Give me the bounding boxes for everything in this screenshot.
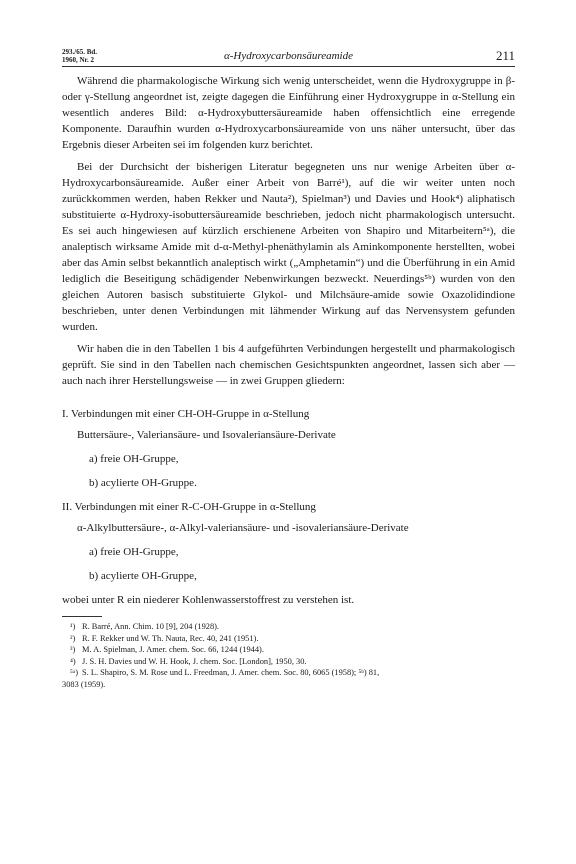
footnote-5: ⁵ᵃ) S. L. Shapiro, S. M. Rose und L. Freedman, J. Amer. chem. Soc. 80, 6065 (1958); ⁵ᵇ) 81, <box>70 668 380 677</box>
footnote-text: S. L. Shapiro, S. M. Rose und L. Freedman, J. Amer. chem. Soc. 80, 6065 (1958); ⁵ᵇ) 81, <box>82 668 380 677</box>
journal-volume-line: 293./65. Bd. <box>62 48 98 56</box>
footnote-rule <box>62 616 102 617</box>
footnote-2: ²) R. F. Rekker und W. Th. Nauta, Rec. 40, 241 (1951). <box>70 633 259 643</box>
closing-line: wobei unter R ein niederer Kohlenwasserstoffrest zu verstehen ist. <box>62 594 355 606</box>
footnote-5-continued <box>62 679 515 691</box>
footnote-1: ¹) R. Barré, Ann. Chim. 10 [9], 204 (1928). <box>70 622 220 631</box>
running-title: α-Hydroxycarbonsäureamide <box>224 50 353 62</box>
footnote-text: M. A. Spielman, J. Amer. chem. Soc. 66, 1244 (1944). <box>82 645 264 654</box>
journal-page <box>62 48 515 690</box>
group-2-heading: II. Verbindungen mit einer R-C-OH-Gruppe in α-Stellung <box>62 501 316 513</box>
footnote-4: ⁴) J. S. H. Davies und W. H. Hook, J. chem. Soc. [London], 1950, 30. <box>70 656 307 666</box>
group-2-item-a: a) freie OH-Gruppe, <box>89 546 179 558</box>
group-1-item-b: b) acylierte OH-Gruppe. <box>89 477 197 489</box>
page-number: 211 <box>495 48 515 63</box>
paragraph-2: Bei der Durchsicht der bisherigen Literatur begegneten uns nur wenige Arbeiten über α-Hydroxycarbonsäureamide. Außer einer Arbeit von Barré¹), auf die wir weiter unten noch zurückkommen werden, haben Rekker und Nauta²), Spielman³) und Davies und Hook⁴) aliphatisch substituierte α-Hydroxy-isobuttersäureamide beschrieben, jedoch nicht pharmakologisch untersucht. Es sei auch hingewiesen auf kürzlich erschienene Arbeiten von Shapiro und Mitarbeitern⁵ᵃ), die analeptisch wirksame Amide mit d-α-Methyl-phenäthylamin als Aminkomponente herstellten, wobei aber das Amin selbst bekanntlich analeptisch wirkt („Amphetamin“) und die Überführung in ein Amid lediglich die Beseitigung schädigender Nebenwirkungen bezweckt. Neuerdings⁵ᵇ) wurden von den gleichen Autoren basisch substituierte Glykol- und Milchsäure-amide sowie Oxazolidindione beschrieben, unter denen Verbindungen mit lähmender Wirkung auf das Nervensystem gefunden wurden. <box>62 161 515 333</box>
group-2-item-b: b) acylierte OH-Gruppe, <box>89 570 197 582</box>
footnote-text: J. S. H. Davies und W. H. Hook, J. chem. Soc. [London], 1950, 30. <box>82 656 307 666</box>
footnote-text: 3083 (1959). <box>62 679 106 689</box>
footnote-text: R. Barré, Ann. Chim. 10 [9], 204 (1928). <box>82 622 220 631</box>
footnote-3: ³) M. A. Spielman, J. Amer. chem. Soc. 66, 1244 (1944). <box>70 645 264 654</box>
group-1-subtitle: Buttersäure-, Valeriansäure- und Isovaleriansäure-Derivate <box>77 429 336 441</box>
footnote-text: R. F. Rekker und W. Th. Nauta, Rec. 40, 241 (1951). <box>82 633 259 643</box>
header-rule <box>62 66 515 67</box>
page-header <box>62 48 515 70</box>
group-1-heading: I. Verbindungen mit einer CH-OH-Gruppe in α-Stellung <box>62 408 310 420</box>
paragraph-3: Wir haben die in den Tabellen 1 bis 4 aufgeführten Verbindungen hergestellt und pharmakologisch geprüft. Sie sind in den Tabellen nach chemischen Gesichtspunkten angeordnet, lassen sich aber — auch nach ihrer Herstellungsweise — in zwei Gruppen gliedern: <box>62 343 515 387</box>
paragraph-1: Während die pharmakologische Wirkung sich wenig unterscheidet, wenn die Hydroxygruppe in β- oder γ-Stellung angeordnet ist, zeigte dagegen die Einführung einer Hydroxygruppe in α-Stellung ein wesentlich anderes Bild: α-Hydroxybuttersäureamide haben offensichtlich eine erregende Komponente. Daraufhin wurden α-Hydroxycarbonsäureamide von uns näher untersucht, über das Ergebnis dieser Arbeiten sei im folgenden kurz berichtet. <box>62 75 515 151</box>
group-1-item-a: a) freie OH-Gruppe, <box>89 453 179 465</box>
group-2-subtitle: α-Alkylbuttersäure-, α-Alkyl-valeriansäure- und -isovaleriansäure-Derivate <box>77 522 409 534</box>
journal-year-line: 1960, Nr. 2 <box>62 56 95 64</box>
